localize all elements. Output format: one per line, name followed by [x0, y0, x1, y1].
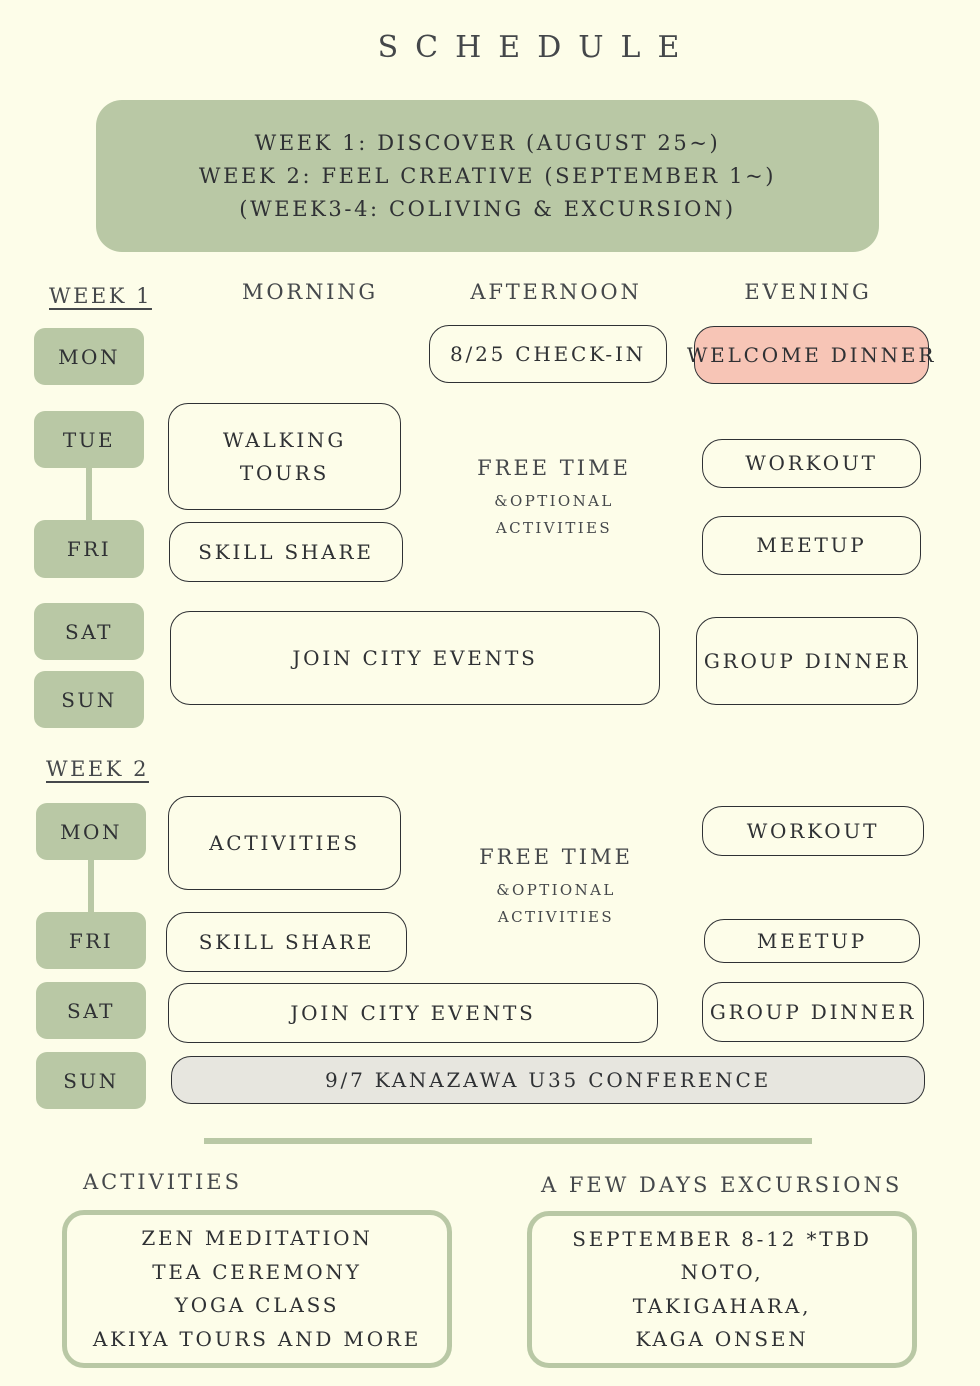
week1-day-sat: SAT: [34, 603, 144, 660]
week1-city-events: JOIN CITY EVENTS: [170, 611, 660, 705]
week1-day-mon: MON: [34, 328, 144, 385]
excursion-item: SEPTEMBER 8-12 *TBD: [572, 1226, 872, 1251]
optional-line2: ACTIVITIES: [497, 908, 615, 926]
excursions-box: [527, 1211, 917, 1368]
week2-skill-share: SKILL SHARE: [166, 912, 407, 972]
week1-checkin: 8/25 CHECK-IN: [429, 325, 667, 383]
banner-week2: WEEK 2: FEEL CREATIVE (SEPTEMBER 1~): [198, 163, 777, 188]
week1-day-sun: SUN: [34, 671, 144, 728]
activities-box: [62, 1210, 452, 1368]
activity-item: TEA CEREMONY: [152, 1259, 362, 1284]
activity-item: YOGA CLASS: [174, 1293, 340, 1317]
week1-day-tue: TUE: [34, 411, 144, 468]
week2-group-dinner: GROUP DINNER: [702, 982, 924, 1042]
activity-item: AKIYA TOURS AND MORE: [92, 1326, 422, 1351]
week1-day-fri: FRI: [34, 520, 144, 578]
excursion-item: TAKIGAHARA,: [632, 1293, 812, 1318]
week1-workout: WORKOUT: [702, 439, 921, 488]
column-morning: MORNING: [242, 280, 378, 304]
week2-meetup: MEETUP: [704, 919, 920, 963]
optional-line2: ACTIVITIES: [495, 519, 613, 537]
banner-week3-4: (WEEK3-4: COLIVING & EXCURSION): [239, 196, 736, 221]
column-evening: EVENING: [744, 280, 872, 304]
week1-meetup: MEETUP: [702, 516, 921, 575]
week2-day-sat: SAT: [36, 982, 146, 1039]
column-afternoon: AFTERNOON: [470, 280, 642, 304]
week2-day-sun: SUN: [36, 1052, 146, 1109]
week2-activities: ACTIVITIES: [168, 796, 401, 890]
optional-line1: &OPTIONAL: [494, 492, 614, 510]
week1-walking-tours: [168, 403, 401, 510]
activity-item: ZEN MEDITATION: [141, 1226, 373, 1250]
page-title: SCHEDULE: [377, 30, 697, 65]
free-time-heading: FREE TIME: [479, 845, 633, 869]
week2-day-fri: FRI: [36, 912, 146, 969]
excursion-item: NOTO,: [680, 1260, 764, 1284]
week1-welcome-dinner: WELCOME DINNER: [694, 326, 929, 384]
excursions-heading: A FEW DAYS EXCURSIONS: [541, 1173, 903, 1197]
section-divider: [204, 1138, 812, 1144]
week1-label: WEEK 1: [49, 284, 152, 308]
walking-tours-line1: WALKING: [222, 427, 347, 452]
week1-group-dinner: GROUP DINNER: [696, 617, 918, 705]
excursion-item: KAGA ONSEN: [635, 1327, 809, 1351]
week2-day-mon: MON: [36, 803, 146, 860]
banner-week1: WEEK 1: DISCOVER (AUGUST 25~): [254, 130, 721, 155]
week2-label: WEEK 2: [46, 757, 149, 781]
week2-range-connector: [88, 860, 94, 912]
week1-skill-share: SKILL SHARE: [169, 522, 403, 582]
activities-heading: ACTIVITIES: [83, 1170, 243, 1194]
week2-conference: 9/7 KANAZAWA U35 CONFERENCE: [171, 1056, 925, 1104]
week2-workout: WORKOUT: [702, 806, 924, 856]
weeks-banner: [96, 100, 879, 252]
week1-free-time: [456, 456, 652, 542]
free-time-heading: FREE TIME: [477, 456, 631, 480]
optional-line1: &OPTIONAL: [496, 881, 616, 899]
walking-tours-line2: TOURS: [239, 460, 330, 485]
week2-city-events: JOIN CITY EVENTS: [168, 983, 658, 1043]
week2-free-time: [456, 845, 656, 931]
week1-range-connector: [86, 468, 92, 520]
